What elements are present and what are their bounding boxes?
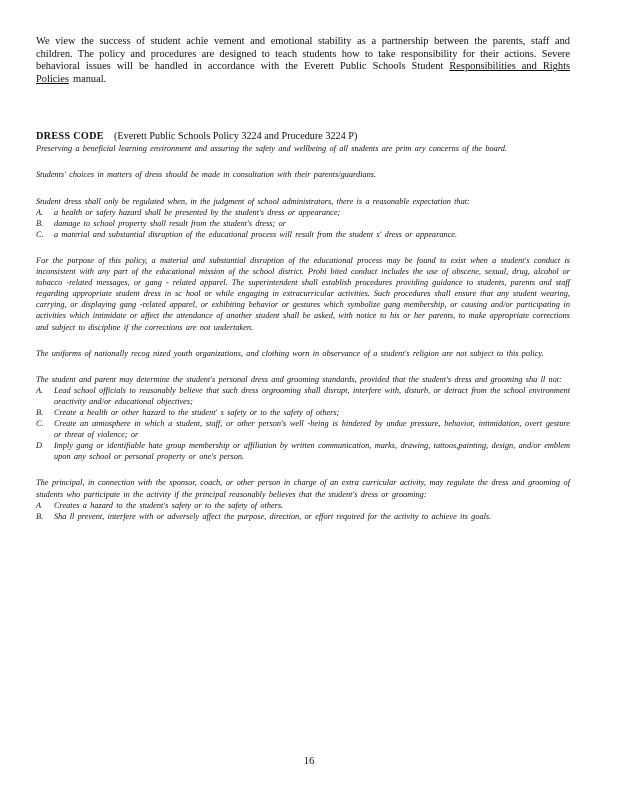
- list-marker: B.: [36, 407, 44, 417]
- list-item: [36, 385, 570, 407]
- paragraph-grooming-standards: [36, 374, 570, 463]
- intro-paragraph: [36, 36, 570, 86]
- list-item: [36, 500, 570, 511]
- paragraph-lead: Student dress shall only be regulated when, in the judgment of school administrators, there is a reasonable expectation that:: [36, 196, 470, 206]
- paragraph-student-dress: [36, 196, 570, 240]
- list-text: Create an atmosphere in which a student, staff, or other person's well -being is hindered by undue pressure, behavior, intimidation, overt gesture or threat of violence; or: [54, 419, 570, 440]
- list-marker: A: [36, 500, 42, 510]
- policies-link[interactable]: Responsibilities and Rights Policies: [36, 61, 571, 85]
- intro-tail: manual.: [68, 73, 107, 85]
- list-text: a health or safety hazard shall be presented by the student's dress or appearance;: [54, 207, 341, 217]
- list-text: Imply gang or identifiable hate group membership or affiliation by written communication, marks, drawing, tattoos,painting, design, and/or emblem upon any school or personal property or one's person.: [54, 441, 570, 462]
- list-text: Sha ll prevent, interfere with or adversely affect the purpose, direction, or effort required for the activity to achieve its goals.: [54, 511, 492, 521]
- list-text: Lead school officials to reasonably believe that such dress orgrooming shall disrupt, interfere with, disturb, or detract from the school environment oractivity and/or educational objectives;: [54, 385, 570, 406]
- list-text: damage to school property shall result from the student's dress; or: [54, 218, 286, 228]
- paragraph-uniforms: The uniforms of nationally recog nized youth organizations, and clothing worn in observance of a student's religion are not subject to this policy.: [36, 348, 544, 358]
- paragraph-lead: The principal, in connection with the sponsor, coach, or other person in charge of an extra curricular activity, may regulate the dress and grooming of students who participate in the activity if the principal reasonably believes that the student's dress or grooming:: [36, 478, 570, 499]
- paragraph-purpose: For the purpose of this policy, a material and substantial disruption of the educational process may be found to exist when a student's conduct is inconsistent with any part of the educational mission of the school district. Prohi bited conduct includes the use of obscene, sexual, drug, alcohol or tobacco -related messages, or gang - related apparel. The superintendent shall establish procedures providing guidance to students, parents and staff regarding appropriate student dress in sc hool or while engaging in extracurricular activities. Such procedures shall ensure that any student wearing, carrying, or displaying gang -related apparel, or exhibiting behavior or gestures which symbolize gang membership, or causing and/or participating in activities which intimidate or affect the attendance of another student shall be asked, with notice to his or her parents, to make appropriate corrections and subject to discipline if the corrections are not undertaken.: [36, 255, 570, 332]
- list-marker: A.: [36, 385, 44, 395]
- dress-code-title: DRESS CODE: [36, 131, 104, 143]
- list-text: Create a health or other hazard to the student' s safety or to the safety of others;: [54, 407, 340, 417]
- paragraph-principal: [36, 477, 570, 521]
- list-item: [36, 407, 570, 418]
- list-item: [36, 511, 570, 522]
- document-page: [36, 36, 570, 537]
- dress-code-subtitle: (Everett Public Schools Policy 3224 and Procedure 3224 P): [114, 131, 358, 143]
- list-marker: B.: [36, 218, 44, 228]
- paragraph-preserving: Preserving a beneficial learning environment and assuring the safety and wellbeing of all students are prim ary concerns of the board.: [36, 144, 507, 154]
- dress-code-heading: [36, 131, 570, 143]
- list-item: [36, 207, 570, 218]
- page-number: 16: [303, 756, 315, 767]
- paragraph-students-choices: Students' choices in matters of dress should be made in consultation with their parents/guardians.: [36, 170, 377, 180]
- list-text: Creates a hazard to the student's safety or to the safety of others.: [54, 500, 284, 510]
- list-item: [36, 218, 570, 229]
- list-marker: C.: [36, 419, 44, 429]
- list-item: [36, 440, 570, 462]
- list-marker: B.: [36, 511, 44, 521]
- list-marker: C.: [36, 229, 44, 239]
- intro-text: We view the success of student achie vement and emotional stability as a partnership between the parents, staff and children. The policy and procedures are designed to teach students how to take responsibility for their actions. Severe behavioral issues will be handled in accordance with the Everett Public Schools Student: [36, 36, 570, 73]
- list-item: [36, 418, 570, 440]
- list-marker: A.: [36, 207, 44, 217]
- paragraph-lead: The student and parent may determine the student's personal dress and grooming standards, provided that the student's dress and grooming sha ll not:: [36, 374, 562, 384]
- list-text: a material and substantial disruption of the educational process will result from the student s' dress or appearance.: [54, 229, 458, 239]
- list-marker: D: [36, 441, 42, 451]
- list-item: [36, 229, 570, 240]
